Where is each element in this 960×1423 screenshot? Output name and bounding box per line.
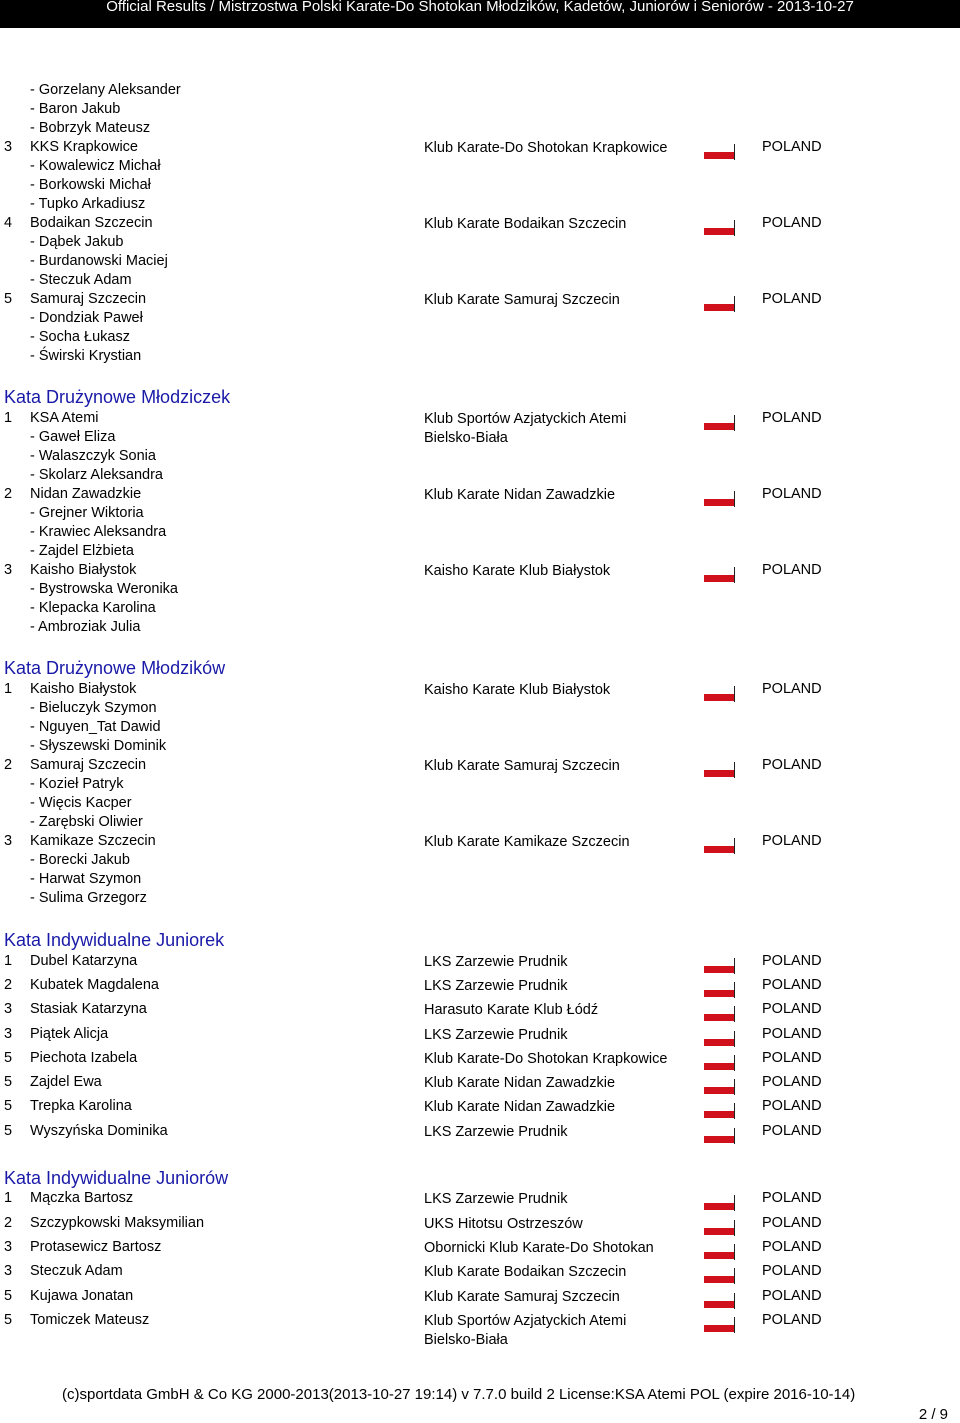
rank: 2 <box>4 977 13 993</box>
club-name: Kaisho Karate Klub Białystok <box>424 563 611 579</box>
member-name: - Socha Łukasz <box>30 329 130 345</box>
athlete-name: Kujawa Jonatan <box>30 1288 134 1304</box>
member-name: - Kozieł Patryk <box>30 776 124 792</box>
athlete-name: Steczuk Adam <box>30 1263 123 1279</box>
club-name: Klub Karate Nidan Zawadzkie <box>424 1099 616 1115</box>
athlete-name: Piątek Alicja <box>30 1026 109 1042</box>
poland-flag-icon <box>704 1228 734 1235</box>
rank: 5 <box>4 1098 13 1114</box>
rank: 4 <box>4 215 13 231</box>
team-name: Samuraj Szczecin <box>30 757 147 773</box>
club-name: Klub Karate Bodaikan Szczecin <box>424 1264 627 1280</box>
member-name: - Zajdel Elżbieta <box>30 543 134 559</box>
rank: 2 <box>4 757 13 773</box>
rank: 5 <box>4 1123 13 1139</box>
athlete-name: Szczypkowski Maksymilian <box>30 1215 205 1231</box>
member-name: - Gaweł Eliza <box>30 429 116 445</box>
country: POLAND <box>762 1215 822 1231</box>
poland-flag-icon <box>704 1111 734 1118</box>
team-name: Kaisho Białystok <box>30 681 137 697</box>
poland-flag-icon <box>704 694 734 701</box>
country: POLAND <box>762 1239 822 1255</box>
member-name: - Bieluczyk Szymon <box>30 700 157 716</box>
member-name: - Kowalewicz Michał <box>30 158 161 174</box>
rank: 5 <box>4 1312 13 1328</box>
section-title: Kata Drużynowe Młodzików <box>4 658 226 678</box>
country: POLAND <box>762 1098 822 1114</box>
poland-flag-icon <box>704 1203 734 1210</box>
club-name: LKS Zarzewie Prudnik <box>424 1124 568 1140</box>
section-title: Kata Indywidualne Juniorek <box>4 930 225 950</box>
rank: 1 <box>4 681 13 697</box>
athlete-name: Protasewicz Bartosz <box>30 1239 162 1255</box>
rank: 1 <box>4 410 13 426</box>
poland-flag-icon <box>704 228 734 235</box>
country: POLAND <box>762 1263 822 1279</box>
member-name: - Borkowski Michał <box>30 177 151 193</box>
member-name: - Walaszczyk Sonia <box>30 448 156 464</box>
country: POLAND <box>762 757 822 773</box>
poland-flag-icon <box>704 770 734 777</box>
club-name: LKS Zarzewie Prudnik <box>424 1027 568 1043</box>
country: POLAND <box>762 1190 822 1206</box>
rank: 3 <box>4 1263 13 1279</box>
athlete-name: Tomiczek Mateusz <box>30 1312 150 1328</box>
club-name: Klub Karate Samuraj Szczecin <box>424 292 620 308</box>
club-name: Klub Karate Nidan Zawadzkie <box>424 1075 616 1091</box>
poland-flag-icon <box>704 1325 734 1332</box>
club-name: Klub Sportów Azjatyckich Atemi <box>424 411 627 427</box>
club-name: LKS Zarzewie Prudnik <box>424 978 568 994</box>
poland-flag-icon <box>704 1039 734 1046</box>
poland-flag-icon <box>704 990 734 997</box>
poland-flag-icon <box>704 575 734 582</box>
club-name: Klub Karate Samuraj Szczecin <box>424 1289 620 1305</box>
page-header: Official Results / Mistrzostwa Polski Karate-Do Shotokan Młodzików, Kadetów, Juniorów i Seniorów - 2013-10-27 <box>0 0 960 28</box>
club-name: Klub Sportów Azjatyckich Atemi <box>424 1313 627 1329</box>
poland-flag-icon <box>704 1136 734 1143</box>
team-name: KSA Atemi <box>30 410 99 426</box>
poland-flag-icon <box>704 1252 734 1259</box>
team-name: Nidan Zawadzkie <box>30 486 142 502</box>
rank: 5 <box>4 291 13 307</box>
rank: 3 <box>4 562 13 578</box>
member-name: - Borecki Jakub <box>30 852 130 868</box>
club-name: Klub Karate Nidan Zawadzkie <box>424 487 616 503</box>
section-title: Kata Drużynowe Młodziczek <box>4 387 231 407</box>
club-name: Klub Karate-Do Shotokan Krapkowice <box>424 1051 668 1067</box>
club-name: Klub Karate-Do Shotokan Krapkowice <box>424 140 668 156</box>
country: POLAND <box>762 1288 822 1304</box>
country: POLAND <box>762 1312 822 1328</box>
member-name: - Steczuk Adam <box>30 272 132 288</box>
rank: 2 <box>4 486 13 502</box>
member-name: - Krawiec Aleksandra <box>30 524 167 540</box>
member-name: - Burdanowski Maciej <box>30 253 168 269</box>
rank: 5 <box>4 1288 13 1304</box>
country: POLAND <box>762 486 822 502</box>
member-name: - Tupko Arkadiusz <box>30 196 146 212</box>
member-name: - Bystrowska Weronika <box>30 581 178 597</box>
country: POLAND <box>762 977 822 993</box>
athlete-name: Dubel Katarzyna <box>30 953 138 969</box>
poland-flag-icon <box>704 846 734 853</box>
member-name: - Bobrzyk Mateusz <box>30 120 151 136</box>
footer-license: (c)sportdata GmbH & Co KG 2000-2013(2013-10-27 19:14) v 7.7.0 build 2 License:KSA Atemi POL (expire 2016-10-14) <box>62 1386 856 1403</box>
rank: 3 <box>4 1239 13 1255</box>
athlete-name: Trepka Karolina <box>30 1098 132 1114</box>
country: POLAND <box>762 833 822 849</box>
club-name: LKS Zarzewie Prudnik <box>424 954 568 970</box>
poland-flag-icon <box>704 1301 734 1308</box>
club-name: Klub Karate Bodaikan Szczecin <box>424 216 627 232</box>
poland-flag-icon <box>704 152 734 159</box>
country: POLAND <box>762 215 822 231</box>
member-name: - Słyszewski Dominik <box>30 738 167 754</box>
team-name: Kaisho Białystok <box>30 562 137 578</box>
poland-flag-icon <box>704 1276 734 1283</box>
member-name: - Klepacka Karolina <box>30 600 156 616</box>
member-name: - Skolarz Aleksandra <box>30 467 163 483</box>
poland-flag-icon <box>704 499 734 506</box>
country: POLAND <box>762 1123 822 1139</box>
country: POLAND <box>762 562 822 578</box>
athlete-name: Kubatek Magdalena <box>30 977 159 993</box>
member-name: - Baron Jakub <box>30 101 121 117</box>
country: POLAND <box>762 291 822 307</box>
country: POLAND <box>762 139 822 155</box>
athlete-name: Zajdel Ewa <box>30 1074 102 1090</box>
rank: 3 <box>4 1001 13 1017</box>
team-name: KKS Krapkowice <box>30 139 138 155</box>
athlete-name: Wyszyńska Dominika <box>30 1123 168 1139</box>
section-title: Kata Indywidualne Juniorów <box>4 1168 229 1188</box>
club-name: LKS Zarzewie Prudnik <box>424 1191 568 1207</box>
country: POLAND <box>762 1026 822 1042</box>
rank: 1 <box>4 1190 13 1206</box>
member-name: - Nguyen_Tat Dawid <box>30 719 161 735</box>
poland-flag-icon <box>704 304 734 311</box>
poland-flag-icon <box>704 1087 734 1094</box>
page-number: 2 / 9 <box>918 1406 948 1423</box>
club-name: Klub Karate Kamikaze Szczecin <box>424 834 630 850</box>
athlete-name: Mączka Bartosz <box>30 1190 134 1206</box>
member-name: - Grejner Wiktoria <box>30 505 144 521</box>
rank: 3 <box>4 833 13 849</box>
team-name: Kamikaze Szczecin <box>30 833 156 849</box>
rank: 3 <box>4 139 13 155</box>
rank: 3 <box>4 1026 13 1042</box>
member-name: - Dondziak Paweł <box>30 310 143 326</box>
poland-flag-icon <box>704 966 734 973</box>
country: POLAND <box>762 681 822 697</box>
team-name: Samuraj Szczecin <box>30 291 147 307</box>
member-name: - Gorzelany Aleksander <box>30 82 181 98</box>
poland-flag-icon <box>704 1063 734 1070</box>
team-name: Bodaikan Szczecin <box>30 215 153 231</box>
country: POLAND <box>762 1001 822 1017</box>
athlete-name: Piechota Izabela <box>30 1050 138 1066</box>
country: POLAND <box>762 410 822 426</box>
member-name: - Dąbek Jakub <box>30 234 124 250</box>
country: POLAND <box>762 953 822 969</box>
poland-flag-icon <box>704 423 734 430</box>
club-name: Kaisho Karate Klub Białystok <box>424 682 611 698</box>
member-name: - Świrski Krystian <box>30 348 142 364</box>
member-name: - Zarębski Oliwier <box>30 814 143 830</box>
poland-flag-icon <box>704 1014 734 1021</box>
member-name: - Harwat Szymon <box>30 871 142 887</box>
member-name: - Sulima Grzegorz <box>30 890 147 906</box>
club-city: Bielsko-Biała <box>424 1332 508 1348</box>
club-name: Klub Karate Samuraj Szczecin <box>424 758 620 774</box>
rank: 2 <box>4 1215 13 1231</box>
country: POLAND <box>762 1074 822 1090</box>
rank: 1 <box>4 953 13 969</box>
athlete-name: Stasiak Katarzyna <box>30 1001 147 1017</box>
rank: 5 <box>4 1050 13 1066</box>
member-name: - Więcis Kacper <box>30 795 132 811</box>
club-city: Bielsko-Biała <box>424 430 508 446</box>
member-name: - Ambroziak Julia <box>30 619 141 635</box>
rank: 5 <box>4 1074 13 1090</box>
club-name: Harasuto Karate Klub Łódź <box>424 1002 599 1018</box>
club-name: Obornicki Klub Karate-Do Shotokan <box>424 1240 654 1256</box>
club-name: UKS Hitotsu Ostrzeszów <box>424 1216 583 1232</box>
country: POLAND <box>762 1050 822 1066</box>
